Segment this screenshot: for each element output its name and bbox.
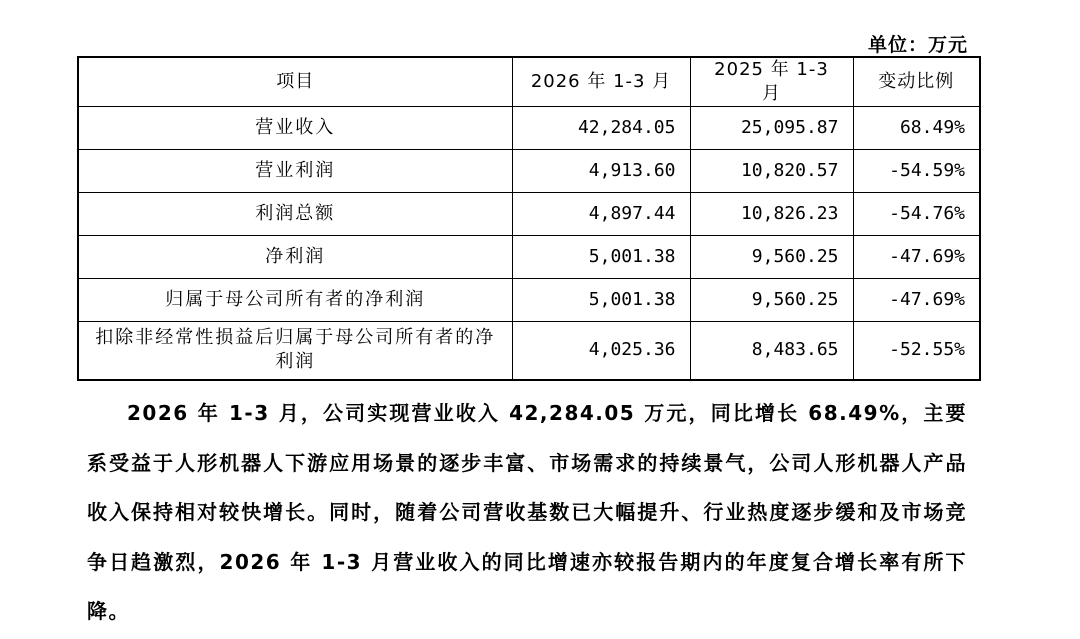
row-value-2026: 42,284.05	[512, 107, 690, 150]
row-value-2026: 5,001.38	[512, 236, 690, 279]
table-header-row	[78, 57, 980, 107]
table-row	[78, 236, 980, 279]
financial-table	[77, 56, 981, 381]
row-value-2026: 5,001.38	[512, 279, 690, 322]
table-row	[78, 279, 980, 322]
header-change: 变动比例	[853, 57, 980, 107]
row-item: 营业利润	[78, 150, 512, 193]
unit-label: 单位：万元	[867, 34, 968, 56]
row-value-2025: 25,095.87	[690, 107, 853, 150]
header-2026: 2026 年 1-3 月	[512, 57, 690, 107]
row-value-2026: 4,913.60	[512, 150, 690, 193]
row-value-2025: 9,560.25	[690, 279, 853, 322]
row-value-2025: 9,560.25	[690, 236, 853, 279]
row-item: 归属于母公司所有者的净利润	[78, 279, 512, 322]
row-value-2026: 4,897.44	[512, 193, 690, 236]
table-row	[78, 322, 980, 380]
row-change: -47.69%	[853, 236, 980, 279]
row-change: -52.55%	[853, 322, 980, 380]
row-value-2026: 4,025.36	[512, 322, 690, 380]
header-item: 项目	[78, 57, 512, 107]
header-2025: 2025 年 1-3 月	[690, 57, 853, 107]
row-change: -47.69%	[853, 279, 980, 322]
table-row	[78, 150, 980, 193]
row-value-2025: 8,483.65	[690, 322, 853, 380]
row-value-2025: 10,826.23	[690, 193, 853, 236]
row-item: 净利润	[78, 236, 512, 279]
row-item: 利润总额	[78, 193, 512, 236]
row-value-2025: 10,820.57	[690, 150, 853, 193]
row-item: 扣除非经常性损益后归属于母公司所有者的净利润	[78, 322, 512, 380]
row-change: -54.59%	[853, 150, 980, 193]
row-change: -54.76%	[853, 193, 980, 236]
body-paragraph: 2026 年 1-3 月，公司实现营业收入 42,284.05 万元，同比增长 68.49%，主要系受益于人形机器人下游应用场景的逐步丰富、市场需求的持续景气，公司人形机器人产品收入保持相对较快增长。同时，随着公司营收基数已大幅提升、行业热度逐步缓和及市场竞争日趋激烈，2026 年 1-3 月营业收入的同比增速亦较报告期内的年度复合增长率有所下降。	[87, 401, 967, 623]
table-row	[78, 193, 980, 236]
row-item: 营业收入	[78, 107, 512, 150]
row-change: 68.49%	[853, 107, 980, 150]
table-row	[78, 107, 980, 150]
